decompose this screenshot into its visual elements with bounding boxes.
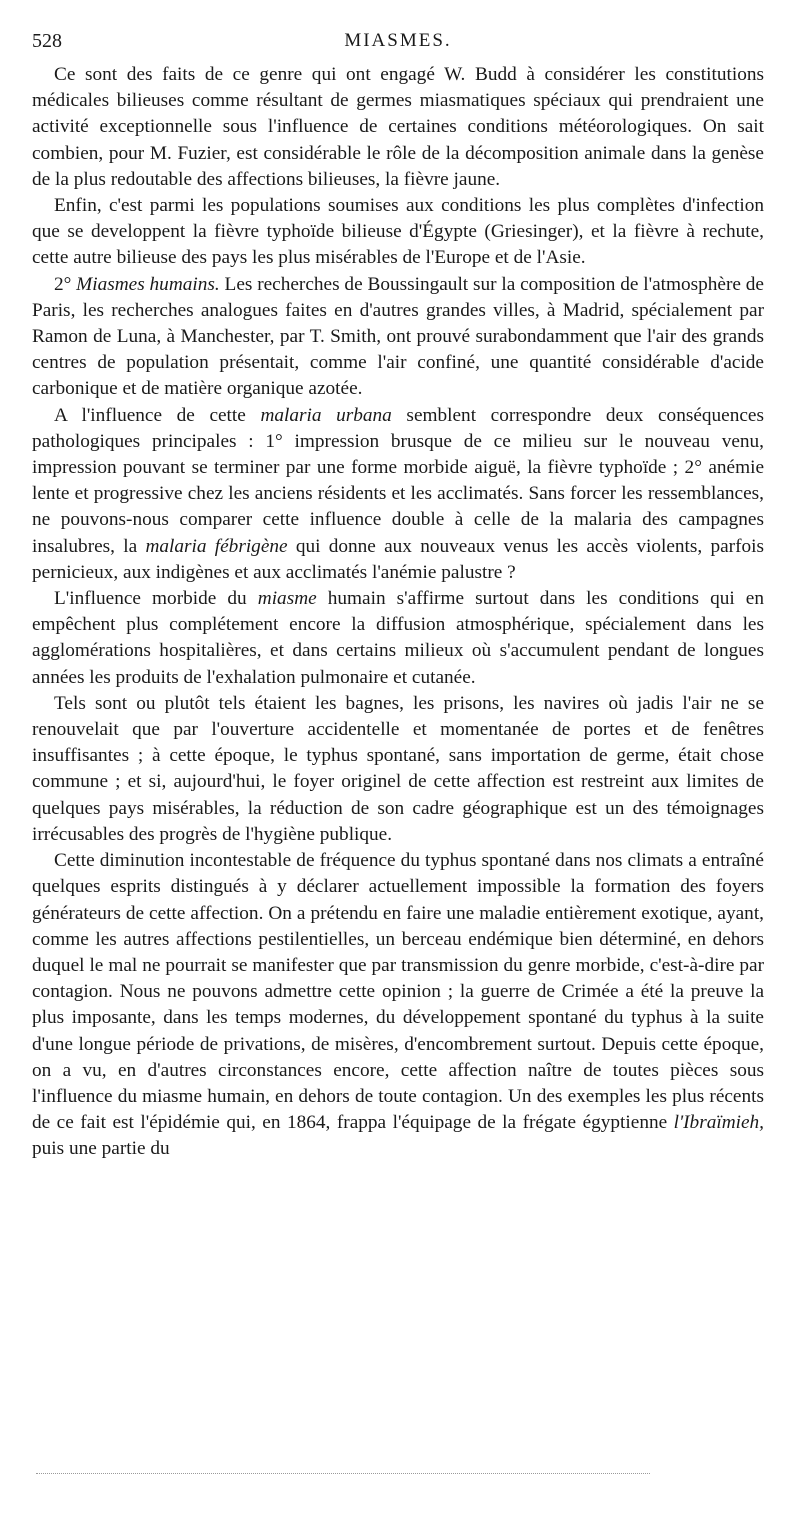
italic-term-ibraimieh: l'Ibraïmieh, <box>673 1112 764 1134</box>
running-head <box>32 26 764 56</box>
paragraph-1-text: Ce sont des faits de ce genre qui ont engagé W. Budd à considérer les constitutions médicales bilieuses comme résultant de germes miasmatiques spéciaux qui prendraient une activité exceptionnelle sous l'influence de certaines conditions météorologiques. On sait combien, pour M. Fuzier, est considérable le rôle de la décomposition animale dans la genèse de la plus redoutable des affections bilieuses, la fièvre jaune. <box>32 64 764 190</box>
body-text <box>32 62 764 1163</box>
paragraph-1 <box>32 62 764 193</box>
running-title: MIASMES. <box>344 30 452 51</box>
paragraph-4-part-2: semblent correspondre deux conséquences pathologiques principales : 1° impression brusque de ce milieu sur le nouveau venu, impression pouvant se terminer par une forme morbide aiguë, la fièvre typhoïde ; 2° anémie lente et progressive chez les anciens résidents et les acclimatés. Sans forcer les ressemblances, ne pouvons-nous comparer cette influence double à celle de la malaria des campagnes insalubres, la <box>32 404 764 557</box>
paragraph-7-part-2: puis une partie du <box>32 1138 170 1160</box>
paragraph-2-text: Enfin, c'est parmi les populations soumises aux conditions les plus complètes d'infection que se developpent la fièvre typhoïde bilieuse d'Égypte (Griesinger), et la fièvre à rechute, cette autre bilieuse des pays les plus misérables de l'Europe et de l'Asie. <box>32 195 764 269</box>
italic-term-malaria-urbana: malaria urbana <box>260 404 392 426</box>
italic-term-malaria-febrigene: malaria fébrigène <box>145 535 288 557</box>
paragraph-6-text: Tels sont ou plutôt tels étaient les bagnes, les prisons, les navires où jadis l'air ne se renouvelait que par l'ouverture accidentelle et momentanée de portes et de fenêtres insuffisantes ; à cette époque, le typhus spontané, sans importation de germe, était chose commune ; et si, aujourd'hui, le foyer originel de cette affection est restreint aux limites de quelques pays misérables, la réduction de son cadre géographique est un des témoignages irrécusables des progrès de l'hygiène publique. <box>32 692 764 845</box>
paragraph-4 <box>32 403 764 586</box>
paragraph-5 <box>32 586 764 691</box>
paragraph-6 <box>32 691 764 848</box>
paragraph-4-part-1: A l'influence de cette <box>54 404 261 426</box>
paragraph-7 <box>32 848 764 1162</box>
paragraph-3-text: Les recherches de Boussingault sur la composition de l'atmosphère de Paris, les recherches analogues faites en d'autres grandes villes, à Madrid, spécialement par Ramon de Luna, à Manchester, par T. Smith, ont prouvé surabondamment que l'air des grands centres de population présentait, comme l'air confiné, une quantité considérable d'acide carbonique et de matière organique azotée. <box>32 273 764 400</box>
page-number: 528 <box>32 30 62 52</box>
section-title: Miasmes humains. <box>76 273 220 295</box>
paragraph-5-part-1: L'influence morbide du <box>54 588 258 610</box>
paragraph-5-part-2: humain s'affirme surtout dans les conditions qui en empêchent plus complétement encore la diffusion atmosphérique, spécialement dans les agglomérations hospitalières, et dans certains milieux où s'accumulent pendant de longues années les produits de l'exhalation pulmonaire et cutanée. <box>32 588 764 688</box>
paragraph-3 <box>32 272 764 403</box>
paragraph-7-part-1: Cette diminution incontestable de fréquence du typhus spontané dans nos climats a entraîné quelques esprits distingués à y déclarer actuellement impossible la formation des foyers générateurs de cette affection. On a prétendu en faire une maladie entièrement exotique, ayant, comme les autres affections pestilentielles, un berceau endémique bien déterminé, en dehors duquel le mal ne pourrait se manifester que par transmission du genre morbide, c'est-à-dire par contagion. Nous ne pouvons admettre cette opinion ; la guerre de Crimée a été la preuve la plus imposante, dans les temps modernes, du développement spontané du typhus à la suite d'une longue période de privations, de misères, d'encombrement surtout. Depuis cette époque, on a vu, en d'autres circonstances encore, cette affection naître de toutes pièces sous l'influence du miasme humain, en dehors de toute contagion. Un des exemples les plus récents de ce fait est l'épidémie qui, en 1864, frappa l'équipage de la frégate égyptienne <box>32 850 764 1134</box>
paragraph-2 <box>32 193 764 272</box>
paragraph-4-part-3: qui donne aux nouveaux venus les accès violents, parfois pernicieux, aux indigènes et aux acclimatés l'anémie palustre ? <box>32 535 764 583</box>
italic-term-miasme: miasme <box>257 588 317 610</box>
section-number: 2° <box>54 273 77 295</box>
bottom-rule <box>36 1473 650 1474</box>
